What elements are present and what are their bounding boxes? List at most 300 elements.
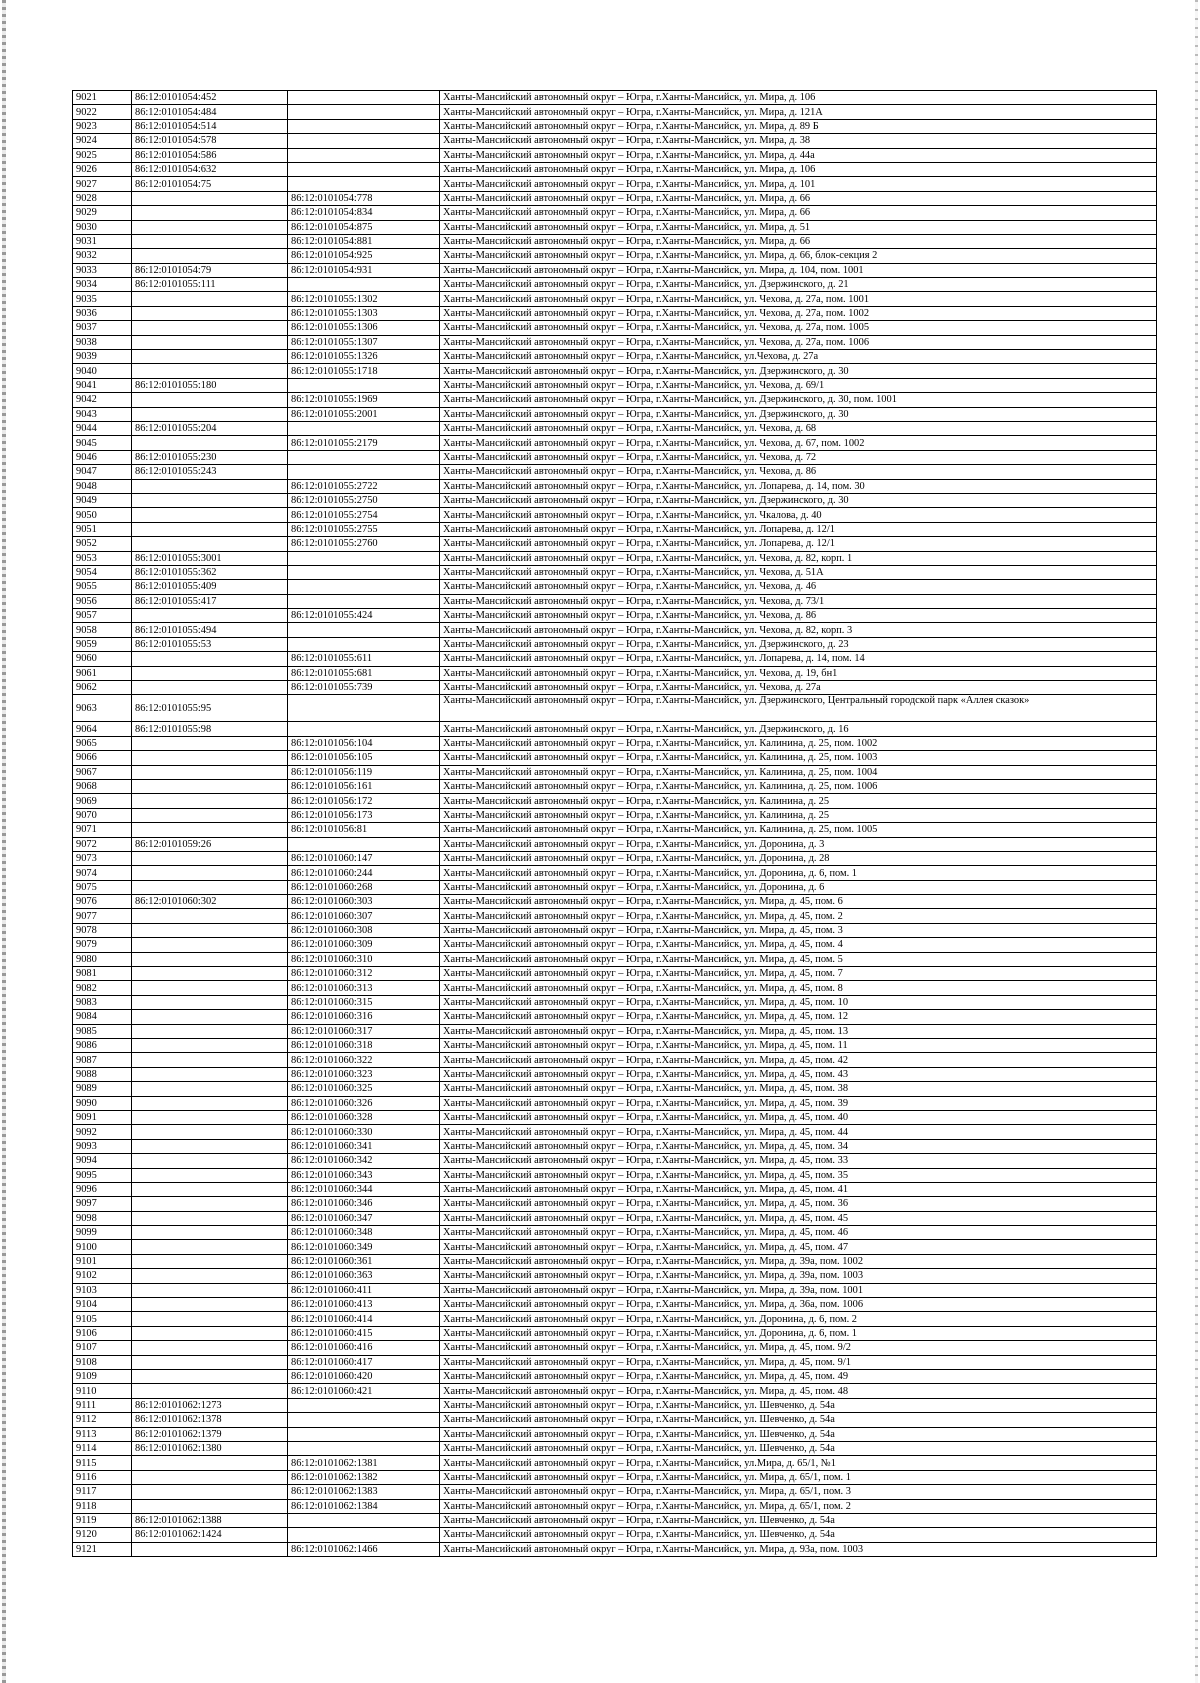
row-number-cell: 9030 (73, 220, 132, 234)
address-cell: Ханты-Мансийский автономный округ – Югра, г.Ханты-Мансийск, ул. Мира, д. 45, пом. 7 (440, 967, 1157, 981)
row-number-cell: 9060 (73, 652, 132, 666)
address-cell: Ханты-Мансийский автономный округ – Югра, г.Ханты-Мансийск, ул. Дзержинского, д. 30 (440, 407, 1157, 421)
row-number-cell: 9042 (73, 393, 132, 407)
address-cell: Ханты-Мансийский автономный округ – Югра, г.Ханты-Мансийск, ул. Мира, д. 45, пом. 46 (440, 1226, 1157, 1240)
cadastral-number-cell: 86:12:0101055:362 (132, 565, 288, 579)
premises-cadastral-number-cell: 86:12:0101054:778 (288, 191, 440, 205)
premises-cadastral-number-cell: 86:12:0101060:343 (288, 1168, 440, 1182)
table-row (73, 551, 1157, 565)
table-row (73, 148, 1157, 162)
table-row (73, 794, 1157, 808)
row-number-cell: 9102 (73, 1269, 132, 1283)
premises-cadastral-number-cell: 86:12:0101060:346 (288, 1197, 440, 1211)
table-row (73, 321, 1157, 335)
address-cell: Ханты-Мансийский автономный округ – Югра, г.Ханты-Мансийск, ул. Доронина, д. 6, пом. 1 (440, 866, 1157, 880)
cadastral-number-cell (132, 1499, 288, 1513)
address-cell: Ханты-Мансийский автономный округ – Югра, г.Ханты-Мансийск, ул. Мира, д. 45, пом. 47 (440, 1240, 1157, 1254)
premises-cadastral-number-cell: 86:12:0101060:147 (288, 851, 440, 865)
cadastral-number-cell (132, 995, 288, 1009)
premises-cadastral-number-cell (288, 162, 440, 176)
row-number-cell: 9056 (73, 594, 132, 608)
premises-cadastral-number-cell: 86:12:0101060:349 (288, 1240, 440, 1254)
address-cell: Ханты-Мансийский автономный округ – Югра, г.Ханты-Мансийск, ул. Мира, д. 45, пом. 33 (440, 1154, 1157, 1168)
cadastral-number-cell (132, 981, 288, 995)
premises-cadastral-number-cell: 86:12:0101055:424 (288, 609, 440, 623)
premises-cadastral-number-cell: 86:12:0101062:1466 (288, 1542, 440, 1556)
cadastral-number-cell (132, 1470, 288, 1484)
table-row (73, 1254, 1157, 1268)
cadastral-number-cell (132, 407, 288, 421)
address-cell: Ханты-Мансийский автономный округ – Югра, г.Ханты-Мансийск, ул. Мира, д. 39а, пом. 1001 (440, 1283, 1157, 1297)
table-row (73, 1326, 1157, 1340)
premises-cadastral-number-cell: 86:12:0101060:421 (288, 1384, 440, 1398)
row-number-cell: 9051 (73, 522, 132, 536)
cadastral-number-cell (132, 823, 288, 837)
row-number-cell: 9035 (73, 292, 132, 306)
table-row (73, 637, 1157, 651)
row-number-cell: 9073 (73, 851, 132, 865)
address-cell: Ханты-Мансийский автономный округ – Югра, г.Ханты-Мансийск, ул. Мира, д. 45, пом. 2 (440, 909, 1157, 923)
address-cell: Ханты-Мансийский автономный округ – Югра, г.Ханты-Мансийск, ул. Мира, д. 45, пом. 10 (440, 995, 1157, 1009)
row-number-cell: 9109 (73, 1369, 132, 1383)
address-cell: Ханты-Мансийский автономный округ – Югра, г.Ханты-Мансийск, ул. Чкалова, д. 40 (440, 508, 1157, 522)
premises-cadastral-number-cell (288, 637, 440, 651)
row-number-cell: 9078 (73, 923, 132, 937)
row-number-cell: 9047 (73, 465, 132, 479)
cadastral-number-cell: 86:12:0101062:1379 (132, 1427, 288, 1441)
premises-cadastral-number-cell: 86:12:0101062:1384 (288, 1499, 440, 1513)
table-row (73, 234, 1157, 248)
cadastral-number-cell: 86:12:0101054:484 (132, 105, 288, 119)
table-row (73, 652, 1157, 666)
cadastral-number-cell: 86:12:0101054:75 (132, 177, 288, 191)
cadastral-number-cell (132, 1542, 288, 1556)
table-row (73, 537, 1157, 551)
row-number-cell: 9105 (73, 1312, 132, 1326)
cadastral-number-cell: 86:12:0101055:409 (132, 580, 288, 594)
address-cell: Ханты-Мансийский автономный округ – Югра, г.Ханты-Мансийск, ул. Мира, д. 93а, пом. 1003 (440, 1542, 1157, 1556)
premises-cadastral-number-cell (288, 1513, 440, 1527)
row-number-cell: 9026 (73, 162, 132, 176)
table-row (73, 1542, 1157, 1556)
row-number-cell: 9068 (73, 779, 132, 793)
cadastral-number-cell (132, 1341, 288, 1355)
table-row (73, 1427, 1157, 1441)
table-row (73, 1456, 1157, 1470)
cadastral-number-cell (132, 191, 288, 205)
premises-cadastral-number-cell: 86:12:0101060:317 (288, 1024, 440, 1038)
premises-cadastral-number-cell: 86:12:0101060:313 (288, 981, 440, 995)
row-number-cell: 9024 (73, 134, 132, 148)
table-row (73, 1528, 1157, 1542)
address-cell: Ханты-Мансийский автономный округ – Югра, г.Ханты-Мансийск, ул. Мира, д. 45, пом. 34 (440, 1139, 1157, 1153)
premises-cadastral-number-cell: 86:12:0101060:322 (288, 1053, 440, 1067)
address-cell: Ханты-Мансийский автономный округ – Югра, г.Ханты-Мансийск, ул. Мира, д. 66 (440, 234, 1157, 248)
cadastral-number-cell (132, 1485, 288, 1499)
address-cell: Ханты-Мансийский автономный округ – Югра, г.Ханты-Мансийск, ул. Мира, д. 45, пом. 49 (440, 1369, 1157, 1383)
table-row (73, 292, 1157, 306)
address-cell: Ханты-Мансийский автономный округ – Югра, г.Ханты-Мансийск, ул. Доронина, д. 3 (440, 837, 1157, 851)
cadastral-number-cell (132, 1024, 288, 1038)
cadastral-number-cell (132, 1082, 288, 1096)
row-number-cell: 9072 (73, 837, 132, 851)
premises-cadastral-number-cell: 86:12:0101054:925 (288, 249, 440, 263)
row-number-cell: 9071 (73, 823, 132, 837)
address-cell: Ханты-Мансийский автономный округ – Югра, г.Ханты-Мансийск, ул. Чехова, д. 86 (440, 609, 1157, 623)
table-row (73, 350, 1157, 364)
row-number-cell: 9103 (73, 1283, 132, 1297)
table-row (73, 378, 1157, 392)
premises-cadastral-number-cell: 86:12:0101055:2755 (288, 522, 440, 536)
address-cell: Ханты-Мансийский автономный округ – Югра, г.Ханты-Мансийск, ул. Лопарева, д. 12/1 (440, 522, 1157, 536)
address-cell: Ханты-Мансийский автономный округ – Югра, г.Ханты-Мансийск, ул. Дзержинского, д. 30 (440, 493, 1157, 507)
address-cell: Ханты-Мансийский автономный округ – Югра, г.Ханты-Мансийск, ул.Чехова, д. 27а (440, 350, 1157, 364)
premises-cadastral-number-cell (288, 722, 440, 736)
row-number-cell: 9114 (73, 1441, 132, 1455)
row-number-cell: 9028 (73, 191, 132, 205)
table-row (73, 1369, 1157, 1383)
row-number-cell: 9067 (73, 765, 132, 779)
table-row (73, 1053, 1157, 1067)
premises-cadastral-number-cell (288, 1427, 440, 1441)
cadastral-number-cell (132, 1369, 288, 1383)
table-row (73, 837, 1157, 851)
cadastral-number-cell (132, 1456, 288, 1470)
premises-cadastral-number-cell: 86:12:0101056:172 (288, 794, 440, 808)
premises-cadastral-number-cell: 86:12:0101060:325 (288, 1082, 440, 1096)
cadastral-number-cell (132, 1355, 288, 1369)
premises-cadastral-number-cell: 86:12:0101055:1302 (288, 292, 440, 306)
row-number-cell: 9077 (73, 909, 132, 923)
row-number-cell: 9099 (73, 1226, 132, 1240)
cadastral-number-cell (132, 952, 288, 966)
row-number-cell: 9121 (73, 1542, 132, 1556)
table-row (73, 681, 1157, 695)
premises-cadastral-number-cell: 86:12:0101055:2754 (288, 508, 440, 522)
row-number-cell: 9063 (73, 695, 132, 722)
table-row (73, 508, 1157, 522)
row-number-cell: 9036 (73, 306, 132, 320)
row-number-cell: 9108 (73, 1355, 132, 1369)
address-cell: Ханты-Мансийский автономный округ – Югра, г.Ханты-Мансийск, ул. Мира, д. 51 (440, 220, 1157, 234)
row-number-cell: 9044 (73, 421, 132, 435)
table-row (73, 580, 1157, 594)
address-cell: Ханты-Мансийский автономный округ – Югра, г.Ханты-Мансийск, ул. Мира, д. 39а, пом. 1002 (440, 1254, 1157, 1268)
table-row (73, 91, 1157, 105)
premises-cadastral-number-cell: 86:12:0101060:318 (288, 1039, 440, 1053)
address-cell: Ханты-Мансийский автономный округ – Югра, г.Ханты-Мансийск, ул. Мира, д. 65/1, пом. 2 (440, 1499, 1157, 1513)
table-row (73, 995, 1157, 1009)
address-cell: Ханты-Мансийский автономный округ – Югра, г.Ханты-Мансийск, ул. Чехова, д. 69/1 (440, 378, 1157, 392)
cadastral-number-cell (132, 479, 288, 493)
table-row (73, 1441, 1157, 1455)
cadastral-number-cell: 86:12:0101055:98 (132, 722, 288, 736)
premises-cadastral-number-cell: 86:12:0101054:881 (288, 234, 440, 248)
table-row (73, 162, 1157, 176)
address-cell: Ханты-Мансийский автономный округ – Югра, г.Ханты-Мансийск, ул. Мира, д. 36а, пом. 1006 (440, 1298, 1157, 1312)
row-number-cell: 9058 (73, 623, 132, 637)
row-number-cell: 9064 (73, 722, 132, 736)
premises-cadastral-number-cell: 86:12:0101056:161 (288, 779, 440, 793)
address-cell: Ханты-Мансийский автономный округ – Югра, г.Ханты-Мансийск, ул. Чехова, д. 67, пом. 1002 (440, 436, 1157, 450)
row-number-cell: 9048 (73, 479, 132, 493)
cadastral-number-cell (132, 967, 288, 981)
address-cell: Ханты-Мансийский автономный округ – Югра, г.Ханты-Мансийск, ул. Чехова, д. 51А (440, 565, 1157, 579)
row-number-cell: 9096 (73, 1182, 132, 1196)
premises-cadastral-number-cell: 86:12:0101060:361 (288, 1254, 440, 1268)
address-cell: Ханты-Мансийский автономный округ – Югра, г.Ханты-Мансийск, ул. Чехова, д. 27а, пом. 1002 (440, 306, 1157, 320)
row-number-cell: 9088 (73, 1067, 132, 1081)
registry-table-body (73, 91, 1157, 1557)
premises-cadastral-number-cell: 86:12:0101060:312 (288, 967, 440, 981)
table-row (73, 1341, 1157, 1355)
table-row (73, 1485, 1157, 1499)
table-row (73, 1096, 1157, 1110)
row-number-cell: 9115 (73, 1456, 132, 1470)
cadastral-number-cell (132, 909, 288, 923)
cadastral-number-cell (132, 220, 288, 234)
cadastral-number-cell (132, 1298, 288, 1312)
row-number-cell: 9043 (73, 407, 132, 421)
row-number-cell: 9085 (73, 1024, 132, 1038)
premises-cadastral-number-cell (288, 695, 440, 722)
cadastral-number-cell (132, 1254, 288, 1268)
address-cell: Ханты-Мансийский автономный округ – Югра, г.Ханты-Мансийск, ул. Шевченко, д. 54а (440, 1413, 1157, 1427)
row-number-cell: 9083 (73, 995, 132, 1009)
premises-cadastral-number-cell (288, 565, 440, 579)
address-cell: Ханты-Мансийский автономный округ – Югра, г.Ханты-Мансийск, ул. Дзержинского, д. 23 (440, 637, 1157, 651)
table-row (73, 695, 1157, 722)
address-cell: Ханты-Мансийский автономный округ – Югра, г.Ханты-Мансийск, ул. Мира, д. 45, пом. 45 (440, 1211, 1157, 1225)
row-number-cell: 9052 (73, 537, 132, 551)
address-cell: Ханты-Мансийский автономный округ – Югра, г.Ханты-Мансийск, ул. Калинина, д. 25 (440, 794, 1157, 808)
address-cell: Ханты-Мансийский автономный округ – Югра, г.Ханты-Мансийск, ул. Мира, д. 121А (440, 105, 1157, 119)
premises-cadastral-number-cell: 86:12:0101060:309 (288, 938, 440, 952)
table-row (73, 967, 1157, 981)
premises-cadastral-number-cell: 86:12:0101055:1303 (288, 306, 440, 320)
premises-cadastral-number-cell: 86:12:0101062:1381 (288, 1456, 440, 1470)
table-row (73, 751, 1157, 765)
premises-cadastral-number-cell: 86:12:0101055:2722 (288, 479, 440, 493)
premises-cadastral-number-cell: 86:12:0101060:348 (288, 1226, 440, 1240)
row-number-cell: 9090 (73, 1096, 132, 1110)
premises-cadastral-number-cell: 86:12:0101054:931 (288, 263, 440, 277)
address-cell: Ханты-Мансийский автономный округ – Югра, г.Ханты-Мансийск, ул. Мира, д. 101 (440, 177, 1157, 191)
cadastral-number-cell (132, 1197, 288, 1211)
table-row (73, 263, 1157, 277)
table-row (73, 1154, 1157, 1168)
scan-edge-left (2, 0, 6, 1683)
row-number-cell: 9062 (73, 681, 132, 695)
premises-cadastral-number-cell (288, 465, 440, 479)
premises-cadastral-number-cell: 86:12:0101056:105 (288, 751, 440, 765)
premises-cadastral-number-cell (288, 580, 440, 594)
premises-cadastral-number-cell: 86:12:0101056:104 (288, 736, 440, 750)
address-cell: Ханты-Мансийский автономный округ – Югра, г.Ханты-Мансийск, ул. Мира, д. 45, пом. 48 (440, 1384, 1157, 1398)
premises-cadastral-number-cell (288, 1398, 440, 1412)
address-cell: Ханты-Мансийский автономный округ – Югра, г.Ханты-Мансийск, ул. Калинина, д. 25, пом. 1004 (440, 765, 1157, 779)
premises-cadastral-number-cell (288, 134, 440, 148)
address-cell: Ханты-Мансийский автономный округ – Югра, г.Ханты-Мансийск, ул. Мира, д. 45, пом. 40 (440, 1110, 1157, 1124)
cadastral-number-cell (132, 350, 288, 364)
premises-cadastral-number-cell (288, 148, 440, 162)
table-row (73, 880, 1157, 894)
address-cell: Ханты-Мансийский автономный округ – Югра, г.Ханты-Мансийск, ул. Мира, д. 45, пом. 43 (440, 1067, 1157, 1081)
premises-cadastral-number-cell: 86:12:0101060:347 (288, 1211, 440, 1225)
address-cell: Ханты-Мансийский автономный округ – Югра, г.Ханты-Мансийск, ул. Мира, д. 45, пом. 11 (440, 1039, 1157, 1053)
table-row (73, 952, 1157, 966)
cadastral-number-cell (132, 249, 288, 263)
row-number-cell: 9080 (73, 952, 132, 966)
address-cell: Ханты-Мансийский автономный округ – Югра, г.Ханты-Мансийск, ул. Чехова, д. 19, бн1 (440, 666, 1157, 680)
cadastral-number-cell: 86:12:0101055:243 (132, 465, 288, 479)
table-row (73, 909, 1157, 923)
row-number-cell: 9093 (73, 1139, 132, 1153)
row-number-cell: 9101 (73, 1254, 132, 1268)
address-cell: Ханты-Мансийский автономный округ – Югра, г.Ханты-Мансийск, ул. Мира, д. 38 (440, 134, 1157, 148)
address-cell: Ханты-Мансийский автономный округ – Югра, г.Ханты-Мансийск, ул. Чехова, д. 73/1 (440, 594, 1157, 608)
address-cell: Ханты-Мансийский автономный округ – Югра, г.Ханты-Мансийск, ул. Мира, д. 45, пом. 8 (440, 981, 1157, 995)
table-row (73, 1139, 1157, 1153)
address-cell: Ханты-Мансийский автономный округ – Югра, г.Ханты-Мансийск, ул. Дзержинского, д. 16 (440, 722, 1157, 736)
row-number-cell: 9084 (73, 1010, 132, 1024)
cadastral-number-cell (132, 1226, 288, 1240)
row-number-cell: 9059 (73, 637, 132, 651)
table-row (73, 421, 1157, 435)
premises-cadastral-number-cell: 86:12:0101055:2179 (288, 436, 440, 450)
address-cell: Ханты-Мансийский автономный округ – Югра, г.Ханты-Мансийск, ул. Лопарева, д. 14, пом. 30 (440, 479, 1157, 493)
row-number-cell: 9039 (73, 350, 132, 364)
row-number-cell: 9082 (73, 981, 132, 995)
cadastral-number-cell (132, 1283, 288, 1297)
cadastral-number-cell (132, 1010, 288, 1024)
row-number-cell: 9089 (73, 1082, 132, 1096)
address-cell: Ханты-Мансийский автономный округ – Югра, г.Ханты-Мансийск, ул. Мира, д. 45, пом. 44 (440, 1125, 1157, 1139)
premises-cadastral-number-cell: 86:12:0101060:303 (288, 895, 440, 909)
table-row (73, 493, 1157, 507)
cadastral-number-cell (132, 364, 288, 378)
cadastral-number-cell (132, 794, 288, 808)
cadastral-number-cell (132, 508, 288, 522)
row-number-cell: 9091 (73, 1110, 132, 1124)
cadastral-number-cell: 86:12:0101062:1388 (132, 1513, 288, 1527)
premises-cadastral-number-cell (288, 1441, 440, 1455)
premises-cadastral-number-cell: 86:12:0101060:415 (288, 1326, 440, 1340)
row-number-cell: 9120 (73, 1528, 132, 1542)
row-number-cell: 9023 (73, 119, 132, 133)
row-number-cell: 9025 (73, 148, 132, 162)
premises-cadastral-number-cell (288, 421, 440, 435)
premises-cadastral-number-cell: 86:12:0101060:416 (288, 1341, 440, 1355)
premises-cadastral-number-cell: 86:12:0101055:2760 (288, 537, 440, 551)
row-number-cell: 9057 (73, 609, 132, 623)
premises-cadastral-number-cell: 86:12:0101060:420 (288, 1369, 440, 1383)
table-row (73, 736, 1157, 750)
address-cell: Ханты-Мансийский автономный округ – Югра, г.Ханты-Мансийск, ул. Мира, д. 45, пом. 41 (440, 1182, 1157, 1196)
premises-cadastral-number-cell: 86:12:0101060:307 (288, 909, 440, 923)
row-number-cell: 9033 (73, 263, 132, 277)
address-cell: Ханты-Мансийский автономный округ – Югра, г.Ханты-Мансийск, ул. Чехова, д. 27а, пом. 1001 (440, 292, 1157, 306)
row-number-cell: 9092 (73, 1125, 132, 1139)
row-number-cell: 9075 (73, 880, 132, 894)
cadastral-number-cell (132, 681, 288, 695)
premises-cadastral-number-cell (288, 450, 440, 464)
address-cell: Ханты-Мансийский автономный округ – Югра, г.Ханты-Мансийск, ул. Мира, д. 45, пом. 35 (440, 1168, 1157, 1182)
premises-cadastral-number-cell: 86:12:0101060:310 (288, 952, 440, 966)
cadastral-number-cell (132, 808, 288, 822)
premises-cadastral-number-cell: 86:12:0101060:363 (288, 1269, 440, 1283)
premises-cadastral-number-cell: 86:12:0101054:834 (288, 206, 440, 220)
table-row (73, 119, 1157, 133)
row-number-cell: 9049 (73, 493, 132, 507)
table-row (73, 1024, 1157, 1038)
table-row (73, 364, 1157, 378)
premises-cadastral-number-cell: 86:12:0101060:344 (288, 1182, 440, 1196)
table-row (73, 1283, 1157, 1297)
row-number-cell: 9095 (73, 1168, 132, 1182)
premises-cadastral-number-cell: 86:12:0101055:1718 (288, 364, 440, 378)
premises-cadastral-number-cell: 86:12:0101055:1307 (288, 335, 440, 349)
premises-cadastral-number-cell: 86:12:0101060:244 (288, 866, 440, 880)
table-row (73, 436, 1157, 450)
row-number-cell: 9097 (73, 1197, 132, 1211)
table-row (73, 851, 1157, 865)
address-cell: Ханты-Мансийский автономный округ – Югра, г.Ханты-Мансийск, ул. Доронина, д. 28 (440, 851, 1157, 865)
table-row (73, 1398, 1157, 1412)
table-row (73, 134, 1157, 148)
cadastral-number-cell: 86:12:0101062:1380 (132, 1441, 288, 1455)
row-number-cell: 9106 (73, 1326, 132, 1340)
cadastral-number-cell (132, 779, 288, 793)
table-row (73, 278, 1157, 292)
row-number-cell: 9087 (73, 1053, 132, 1067)
table-row (73, 609, 1157, 623)
table-row (73, 1082, 1157, 1096)
address-cell: Ханты-Мансийский автономный округ – Югра, г.Ханты-Мансийск, ул. Мира, д. 45, пом. 36 (440, 1197, 1157, 1211)
table-row (73, 1240, 1157, 1254)
row-number-cell: 9053 (73, 551, 132, 565)
table-row (73, 779, 1157, 793)
cadastral-number-cell (132, 1154, 288, 1168)
table-row (73, 306, 1157, 320)
address-cell: Ханты-Мансийский автономный округ – Югра, г.Ханты-Мансийск, ул. Доронина, д. 6, пом. 1 (440, 1326, 1157, 1340)
table-row (73, 1298, 1157, 1312)
row-number-cell: 9076 (73, 895, 132, 909)
address-cell: Ханты-Мансийский автономный округ – Югра, г.Ханты-Мансийск, ул. Мира, д. 39а, пом. 1003 (440, 1269, 1157, 1283)
row-number-cell: 9061 (73, 666, 132, 680)
premises-cadastral-number-cell: 86:12:0101055:611 (288, 652, 440, 666)
table-row (73, 522, 1157, 536)
cadastral-number-cell (132, 1312, 288, 1326)
table-row (73, 1226, 1157, 1240)
cadastral-number-cell (132, 1182, 288, 1196)
scan-edge-right (1195, 0, 1198, 1683)
table-row (73, 191, 1157, 205)
cadastral-number-cell: 86:12:0101062:1378 (132, 1413, 288, 1427)
premises-cadastral-number-cell: 86:12:0101060:328 (288, 1110, 440, 1124)
address-cell: Ханты-Мансийский автономный округ – Югра, г.Ханты-Мансийск, ул. Мира, д. 65/1, пом. 3 (440, 1485, 1157, 1499)
address-cell: Ханты-Мансийский автономный округ – Югра, г.Ханты-Мансийск, ул. Чехова, д. 68 (440, 421, 1157, 435)
address-cell: Ханты-Мансийский автономный округ – Югра, г.Ханты-Мансийск, ул. Шевченко, д. 54а (440, 1528, 1157, 1542)
cadastral-number-cell: 86:12:0101055:417 (132, 594, 288, 608)
cadastral-number-cell: 86:12:0101055:53 (132, 637, 288, 651)
premises-cadastral-number-cell: 86:12:0101055:1969 (288, 393, 440, 407)
cadastral-number-cell (132, 493, 288, 507)
premises-cadastral-number-cell: 86:12:0101060:417 (288, 1355, 440, 1369)
address-cell: Ханты-Мансийский автономный округ – Югра, г.Ханты-Мансийск, ул. Калинина, д. 25, пом. 1005 (440, 823, 1157, 837)
cadastral-number-cell (132, 1211, 288, 1225)
cadastral-number-cell (132, 436, 288, 450)
